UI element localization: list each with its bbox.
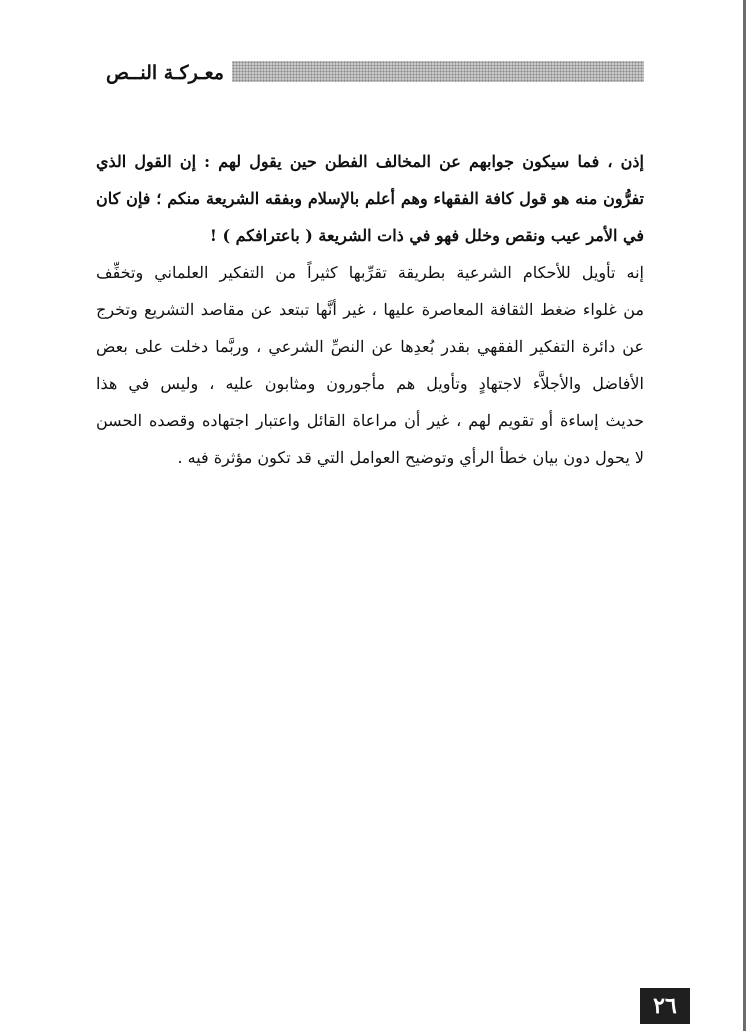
header-decorative-band	[232, 61, 644, 82]
text-line: تفرُّون منه هو قول كافة الفقهاء وهم أعلم بالإسلام وبفقه الشريعة منكم ؛ فإن كان	[96, 189, 644, 208]
running-header	[0, 60, 746, 86]
page-number: ٢٦	[640, 988, 690, 1024]
text-line: عن دائرة التفكير الفقهي بقدر بُعدِها عن النصِّ الشرعي ، وربَّما دخلت على بعض	[96, 337, 644, 356]
text-line: إذن ، فما سيكون جوابهم عن المخالف الفطن حين يقول لهم : إن القول الذي	[96, 152, 644, 171]
text-line: من غلواء ضغط الثقافة المعاصرة عليها ، غير أنَّها تبتعد عن مقاصد التشريع وتخرج	[96, 300, 644, 319]
paragraph-2	[96, 254, 644, 476]
text-line: حديث إساءة أو تقويم لهم ، غير أن مراعاة القائل واعتبار اجتهاده وقصده الحسن	[96, 411, 644, 430]
body-text	[96, 143, 644, 476]
header-title: معـركـة النــص	[105, 62, 224, 84]
paragraph-1	[96, 143, 644, 254]
text-line: إنه تأويل للأحكام الشرعية بطريقة تقرِّبها كثيراً من التفكير العلماني وتخفِّف	[96, 263, 644, 282]
text-line: الأفاضل والأجلاَّء لاجتهادٍ وتأويل هم مأجورون ومثابون عليه ، وليس في هذا	[96, 374, 644, 393]
text-line: في الأمر عيب ونقص وخلل فهو في ذات الشريعة ( باعترافكم ) !	[209, 226, 644, 245]
text-line: لا يحول دون بيان خطأ الرأي وتوضيح العوامل التي قد تكون مؤثرة فيه .	[177, 448, 644, 467]
